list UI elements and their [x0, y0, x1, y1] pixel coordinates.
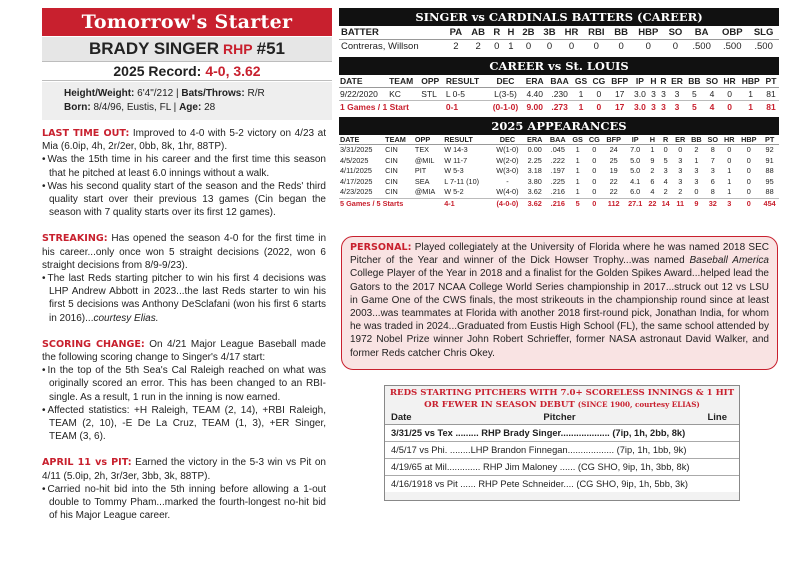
table-cell: 81	[766, 89, 776, 99]
column-header: HR	[721, 135, 737, 145]
column-header: PT	[763, 75, 779, 88]
total-row	[339, 198, 779, 209]
table-cell: W(2-0)	[496, 155, 519, 165]
table-cell: 3.18	[527, 166, 542, 176]
table-row	[339, 156, 779, 167]
table-cell: 1	[748, 89, 754, 99]
table-row	[339, 145, 779, 156]
note-credit: courtesy Elias.	[93, 312, 159, 324]
scoreless-debut-box	[384, 385, 740, 501]
column-header: DATE	[339, 135, 384, 145]
table-cell: 3	[721, 198, 737, 209]
table-cell: 2	[663, 187, 668, 197]
table-cell: 19	[609, 166, 618, 176]
column-header: PA	[445, 26, 466, 40]
table-cell: CIN	[385, 145, 398, 154]
table-cell: 1	[727, 187, 732, 197]
column-header: H	[650, 76, 657, 86]
table-cell: 5	[686, 101, 704, 114]
table-cell: W 5-2	[444, 187, 464, 197]
column-header: RESULT	[443, 135, 491, 145]
column-header: R	[660, 76, 667, 86]
table-cell: W(1-0)	[496, 145, 519, 154]
height-weight-label: Height/Weight:	[64, 88, 135, 99]
table-cell: PIT	[414, 166, 427, 176]
table-cell: 4/17/2025	[340, 176, 373, 186]
table-cell: .197	[550, 166, 565, 176]
table-cell: 22	[609, 187, 618, 197]
starter-panel	[42, 8, 332, 120]
table-cell: 3.0	[631, 101, 648, 114]
column-header: GS	[572, 75, 590, 88]
table-cell: .500	[722, 41, 742, 52]
table-row	[339, 166, 779, 177]
note-bullet	[42, 272, 326, 325]
table-cell: W(4-0)	[496, 187, 519, 197]
column-header: IP	[625, 135, 646, 145]
table-cell: -	[506, 176, 509, 186]
table-cell: 1	[694, 155, 699, 165]
table-cell: 0	[590, 101, 608, 114]
table-cell: .500	[754, 41, 773, 52]
table-cell: 9	[650, 155, 655, 165]
table-cell: W 11-7	[444, 155, 468, 165]
scoreless-header-row	[385, 411, 739, 425]
table-cell: 1	[738, 101, 763, 114]
pitcher-number: #51	[256, 39, 285, 58]
note-heading: APRIL 11 vs PIT:	[42, 457, 132, 469]
table-cell: 4/11/2025	[340, 166, 372, 176]
table-cell: 91	[765, 155, 774, 165]
table-cell: 5	[663, 155, 668, 165]
column-header: BATTER	[339, 26, 445, 40]
table-row	[339, 187, 779, 198]
table-cell: SEA	[414, 176, 430, 186]
table-cell: 0	[746, 155, 751, 165]
table-cell: 0	[727, 155, 732, 165]
table-cell: 5	[691, 89, 697, 99]
pitcher-position: RHP	[223, 41, 253, 57]
column-header: AB	[467, 26, 490, 40]
table-cell: (0-1-0)	[489, 101, 523, 114]
table-cell: CIN	[385, 176, 398, 186]
column-header: CG	[586, 135, 603, 145]
note-bullet: • Affected statistics: +H Raleigh, TEAM (2, 14), +RBI Raleigh, TEAM (2, 10), -E De La Cruz, TEAM (1, 3), +ER Singer, TEAM (3, 6).	[42, 404, 326, 444]
table-row	[339, 40, 779, 54]
table-cell: 2.25	[527, 155, 542, 165]
table-cell: 0	[737, 198, 760, 209]
table-cell: .222	[550, 155, 565, 165]
note-bullet: • Was his second quality start of the season and the Reds' third quality start over their previous 13 games (Cin began the season with 7 quality starts over its first 12 games).	[42, 180, 326, 220]
column-header: R	[659, 135, 672, 145]
table-cell: 5.0	[630, 166, 641, 176]
note-bullet: • In the top of the 5th Sea's Cal Raleigh reached on what was originally scored an error. This has been changed to an RBI-single. As a result, 1 run in the inning is now earned.	[42, 364, 326, 404]
table-cell: 4-1	[443, 198, 491, 209]
column-header: ERA	[523, 135, 546, 145]
table-cell: CIN	[385, 166, 398, 176]
column-header: BB	[610, 26, 633, 40]
total-row	[339, 101, 779, 114]
column-header: BAA	[546, 135, 569, 145]
column-header: H	[646, 135, 659, 145]
table-cell: 0	[727, 145, 732, 154]
table-cell: .225	[550, 176, 565, 186]
table-cell: 0	[746, 145, 751, 154]
note-lead: Earned the victory in the 5-3 win vs Pit on 4/11 (5.0ip, 2h, 3r/3er, 3bb, 3k, 88TP).	[42, 457, 326, 482]
note-heading: LAST TIME OUT:	[42, 128, 130, 139]
table-cell: 1	[575, 166, 580, 176]
table-cell: W 14-3	[444, 145, 468, 154]
age-value: 28	[204, 102, 216, 113]
table-cell: 0	[592, 155, 597, 165]
column-header: HBP	[737, 135, 760, 145]
personal-italic: Baseball America	[689, 255, 769, 267]
table-cell: 1	[575, 176, 580, 186]
table-cell: .216	[550, 187, 565, 197]
table-row	[339, 177, 779, 188]
table-cell: 0	[746, 166, 751, 176]
table-cell: 3	[674, 89, 680, 99]
pitcher-bio	[42, 82, 332, 120]
table-cell: L 0-5	[445, 89, 465, 99]
career-vs-stl-table	[339, 75, 779, 113]
table-cell: 6.0	[630, 187, 641, 197]
table-cell: 0	[672, 41, 679, 52]
table-cell: 88	[765, 166, 774, 176]
table-cell: 6	[710, 176, 715, 186]
table-cell: 3	[651, 89, 656, 99]
table-cell: 0	[546, 41, 553, 52]
column-header: 2B	[518, 26, 539, 40]
note-last-time-out	[42, 127, 326, 219]
vs-batters-table	[339, 26, 779, 53]
scoreless-row: 3/31/25 vs Tex ......... RHP Brady Singer................... (7ip, 1h, 2bb, 8k)	[385, 425, 739, 442]
table-cell: 14	[659, 198, 672, 209]
table-cell: 0	[592, 145, 597, 154]
col-date: Date	[391, 412, 412, 423]
column-header: IP	[631, 75, 648, 88]
table-cell: 4	[709, 89, 715, 99]
age-label: Age:	[179, 102, 202, 113]
column-header: 3B	[539, 26, 560, 40]
table-cell: 1	[572, 101, 590, 114]
table-cell: STL	[421, 89, 437, 99]
appearances-table	[339, 135, 779, 210]
table-cell: 1	[727, 176, 732, 186]
table-cell: 112	[603, 198, 625, 209]
table-cell: 0	[593, 41, 599, 52]
table-cell: 2	[694, 145, 699, 154]
table-cell: 3	[678, 176, 683, 186]
bats-throws-value: R/R	[247, 88, 265, 99]
column-header: DATE	[339, 75, 388, 88]
table-cell: 3	[663, 166, 668, 176]
column-header: OPP	[420, 75, 445, 88]
table-cell: 25	[609, 155, 618, 165]
table-cell: 3.62	[527, 187, 542, 197]
pitcher-name: BRADY SINGER	[89, 39, 220, 58]
table-cell: 9/22/2020	[340, 89, 378, 99]
table-cell: 4/23/2025	[340, 187, 373, 197]
table-cell: KC	[389, 89, 401, 99]
born-label: Born:	[64, 102, 91, 113]
note-streaking	[42, 232, 326, 324]
table-cell: 3.62	[523, 198, 546, 209]
table-cell: 7	[710, 155, 715, 165]
table-cell: 3	[648, 101, 658, 114]
table-cell: CIN	[385, 155, 398, 165]
table-cell: W(3-0)	[496, 166, 519, 176]
column-header: OBP	[716, 26, 748, 40]
table-cell: @MIA	[414, 187, 436, 197]
column-header: HR	[560, 26, 583, 40]
scoreless-row: 4/5/17 vs Phi. ........LHP Brandon Finnegan.................. (7ip, 1h, 1bb, 9k)	[385, 442, 739, 459]
column-header: CG	[590, 75, 608, 88]
column-header: SO	[664, 26, 687, 40]
table-cell: L 7-11 (10)	[444, 176, 480, 186]
column-header: RBI	[583, 26, 610, 40]
column-header: TEAM	[384, 135, 414, 145]
table-cell: 5	[569, 198, 585, 209]
table-cell: 0	[618, 41, 624, 52]
table-cell: 3	[661, 89, 666, 99]
table-cell: 11	[672, 198, 688, 209]
note-bullet: • Carried no-hit bid into the 5th inning before allowing a 1-out double to Tommy Pham...marked the fourth-longest no-hit bid of his Major League career.	[42, 483, 326, 523]
personal-text-2: College Player of the Year in 2018 and a finalist for the Golden Spikes Award...helped lead the Gators to the 2017 NCAA College World Series championship in 2017...struck out 12 vs LSU in Game One of the CWS finals, the most strikeouts in the championship round since at least 2003...was teammates at Florida with another 2018 first-round pick, Jonathan India, for whom he was traded in 2024...Graduated from Eustis High School (FL), the same school attended by 1972 Nobel Prize winner John Robert Schrieffer, former NASA astronaut David Walker, and former Reds catcher Chris Okey.	[350, 268, 769, 359]
note-bullet: • Was the 15th time in his career and the first time this season that he pitched at least 6.0 innings without a walk.	[42, 153, 326, 179]
table-cell: 3/31/2025	[340, 145, 373, 154]
table-cell: 0	[694, 187, 699, 197]
note-lead: Improved to 4-0 with 5-2 victory on 4/23 at Mia (6.0ip, 4h, 2r/2er, 0bb, 8k, 1hr, 88TP).	[42, 128, 326, 153]
table-cell: 0	[592, 187, 597, 197]
scoreless-row: 4/19/65 at Mil............. RHP Jim Maloney ...... (CG SHO, 9ip, 1h, 3bb, 8k)	[385, 459, 739, 476]
table-cell: 5.0	[630, 155, 641, 165]
table-cell: 95	[765, 176, 774, 186]
scoreless-row: 4/16/1918 vs Pit ...... RHP Pete Schneider.... (CG SHO, 9ip, 1h, 5bb, 3k)	[385, 476, 739, 492]
height-weight-value: 6'4"/212	[137, 88, 174, 99]
table-cell: (4-0-0)	[492, 198, 524, 209]
table-cell: 0	[663, 145, 668, 154]
starter-banner: Tomorrow's Starter	[42, 8, 332, 36]
table-cell: .216	[546, 198, 569, 209]
table-cell: 0-1	[445, 101, 489, 114]
table-cell: 7.0	[630, 145, 641, 154]
column-header: BFP	[603, 135, 625, 145]
note-scoring-change	[42, 338, 326, 444]
column-header: BAA	[547, 75, 572, 88]
column-header: ERA	[522, 75, 547, 88]
vs-batters-title: SINGER vs CARDINALS BATTERS (CAREER)	[339, 8, 779, 26]
born-value: 8/4/96, Eustis, FL	[93, 102, 171, 113]
table-cell: @MIL	[414, 155, 435, 165]
bio-line-1: Height/Weight: 6'4"/212 | Bats/Throws: R/R	[64, 88, 265, 99]
table-cell: 1	[575, 145, 580, 154]
table-cell: 0	[596, 89, 602, 99]
scoreless-title	[385, 386, 739, 411]
table-cell: 5 Games / 5 Starts	[339, 198, 443, 209]
table-row	[339, 88, 779, 101]
table-cell: 88	[765, 187, 774, 197]
column-header: OPP	[414, 135, 443, 145]
column-header: DEC	[492, 135, 524, 145]
notes-column	[42, 127, 326, 535]
table-cell: 9.00	[522, 101, 547, 114]
column-header: PT	[760, 135, 779, 145]
record-label: 2025 Record:	[113, 63, 202, 79]
column-header: SLG	[748, 26, 779, 40]
table-cell: 92	[765, 145, 774, 154]
table-cell: 24	[609, 145, 618, 154]
table-cell: 6	[650, 176, 655, 186]
column-header: DEC	[489, 75, 523, 88]
table-cell: 0	[746, 176, 751, 186]
personal-box	[341, 236, 778, 370]
column-header: HBP	[738, 75, 763, 88]
table-cell: 1	[508, 41, 514, 52]
table-cell: 0	[494, 41, 500, 52]
col-pitcher: Pitcher	[543, 412, 576, 423]
table-cell: .230	[551, 89, 568, 99]
table-cell: 3	[694, 176, 699, 186]
note-heading: STREAKING:	[42, 233, 108, 245]
career-vs-stl-title: CAREER vs St. LOUIS	[339, 57, 779, 75]
table-cell: 1	[578, 89, 584, 99]
column-header: SO	[705, 135, 721, 145]
table-cell: 0	[568, 41, 575, 52]
table-cell: 0	[592, 176, 597, 186]
table-cell: 8	[710, 187, 715, 197]
table-cell: .273	[547, 101, 572, 114]
column-header: TEAM	[388, 75, 420, 88]
scoreless-subtitle: (SINCE 1900, courtesy ELIAS)	[577, 400, 700, 409]
bio-line-2: Born: 8/4/96, Eustis, FL | Age: 28	[64, 102, 216, 113]
season-record	[42, 61, 332, 81]
column-header: ER	[669, 75, 686, 88]
column-header: HBP	[633, 26, 664, 40]
personal-heading: PERSONAL:	[350, 242, 412, 253]
column-header: BFP	[608, 75, 631, 88]
table-cell: W 5-3	[444, 166, 464, 176]
table-cell: TEX	[414, 145, 430, 154]
table-cell: 1	[727, 166, 732, 176]
note-lead: Has opened the season 4-0 for the first time in his career...only once won 5 straight decisions (2022, won 6 straight decisions from 8/9-9/23).	[42, 233, 326, 271]
personal-text-1: Played collegiately at the University of Florida where he was named 2018 SEC Pitcher of the Year and winner of the Dick Howser Trophy...was named	[350, 242, 769, 267]
note-heading: SCORING CHANGE:	[42, 338, 145, 350]
column-header: BA	[687, 26, 716, 40]
table-cell: 0.00	[527, 145, 542, 154]
table-cell: 32	[705, 198, 721, 209]
table-cell: 0	[592, 166, 597, 176]
table-cell: 0	[586, 198, 603, 209]
note-lead: On 4/21 Major League Baseball made the following scoring change to Singer's 4/17 start:	[42, 338, 326, 364]
note-bullet-text: The last Reds starting pitcher to win his first 4 decisions was LHP Andrew Abbott in 2023...the last Reds starter to win his first 5 decisions was Anthony DeSclafani (won his first 6 starts in 2016)...	[47, 273, 326, 324]
table-cell: 4	[663, 176, 668, 186]
column-header: R	[490, 26, 504, 40]
table-cell: Contreras, Willson	[341, 41, 419, 52]
table-cell: 3	[658, 101, 668, 114]
table-cell: 4/5/2025	[340, 155, 369, 165]
column-header: GS	[569, 135, 585, 145]
table-cell: 0	[727, 89, 732, 99]
table-cell: 454	[760, 198, 779, 209]
table-cell: 27.1	[625, 198, 646, 209]
table-cell: 3	[694, 166, 699, 176]
scoreless-title-text: REDS STARTING PITCHERS WITH 7.0+ SCORELESS INNINGS & 1 HIT OR FEWER IN SEASON DEBUT	[389, 388, 735, 410]
note-april-11	[42, 456, 326, 522]
table-cell: 4	[703, 101, 721, 114]
table-cell: 2	[650, 166, 655, 176]
table-cell: 3	[669, 101, 686, 114]
column-header: ER	[672, 135, 688, 145]
table-cell: 3	[678, 155, 683, 165]
record-value: 4-0, 3.62	[205, 63, 261, 79]
table-cell: 22	[609, 176, 618, 186]
table-cell: 3	[678, 166, 683, 176]
table-cell: 0	[678, 145, 683, 154]
table-cell: 0	[525, 41, 532, 52]
table-cell: L(3-5)	[494, 89, 517, 99]
table-cell: 3.80	[527, 176, 542, 186]
column-header: BB	[686, 75, 704, 88]
table-cell: 1 Games / 1 Start	[339, 101, 445, 114]
table-cell: 3	[710, 166, 715, 176]
table-cell: 0	[645, 41, 651, 52]
column-header: SO	[703, 75, 721, 88]
table-cell: .500	[692, 41, 711, 52]
table-cell: 4.40	[526, 89, 543, 99]
column-header: RESULT	[445, 75, 489, 88]
pitcher-name-bar	[42, 37, 332, 61]
table-cell: 4	[650, 187, 655, 197]
table-cell: 3.0	[634, 89, 646, 99]
table-cell: .045	[550, 145, 565, 154]
table-cell: 1	[650, 145, 655, 154]
table-cell: 4.1	[630, 176, 641, 186]
table-cell: 2	[475, 41, 481, 52]
col-line: Line	[707, 412, 727, 423]
table-cell: 0	[746, 187, 751, 197]
appearances-title: 2025 APPEARANCES	[339, 117, 779, 135]
bats-throws-label: Bats/Throws:	[181, 88, 245, 99]
column-header: HR	[721, 75, 739, 88]
table-cell: 17	[608, 101, 631, 114]
table-cell: 22	[646, 198, 659, 209]
table-cell: 1	[575, 187, 580, 197]
table-cell: 81	[763, 101, 779, 114]
table-cell: 2	[678, 187, 683, 197]
column-header: BB	[688, 135, 704, 145]
table-cell: 9	[688, 198, 704, 209]
table-cell: 1	[575, 155, 580, 165]
table-cell: 0	[721, 101, 739, 114]
table-cell: 17	[614, 89, 625, 99]
table-cell: CIN	[385, 187, 398, 197]
table-cell: 2	[453, 41, 459, 52]
column-header: H	[504, 26, 518, 40]
table-cell: 8	[710, 145, 715, 154]
stats-column	[339, 8, 779, 210]
